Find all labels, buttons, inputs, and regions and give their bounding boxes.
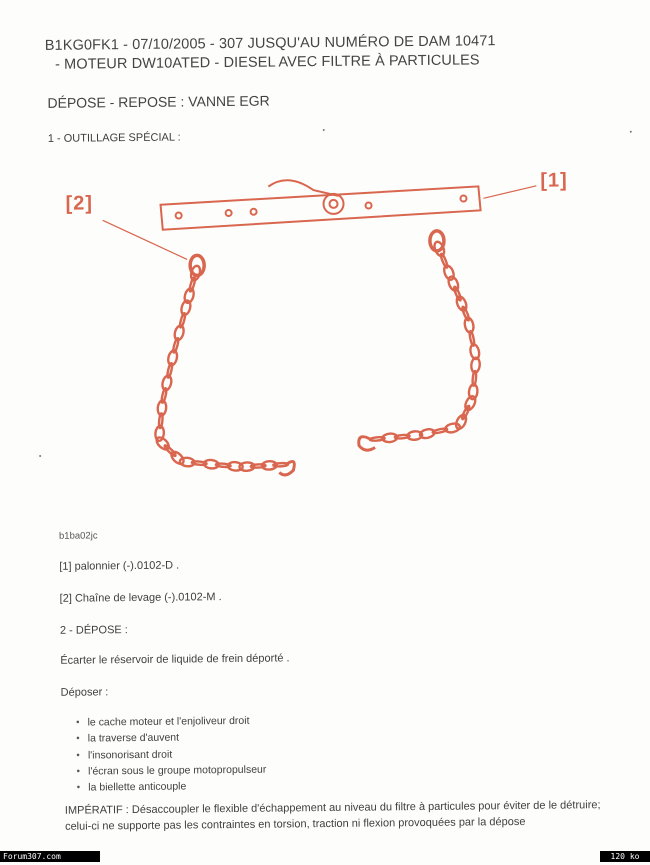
spreader-bar — [160, 186, 480, 229]
removal-list — [76, 713, 267, 797]
bar-hook — [268, 180, 338, 197]
chain-link — [164, 444, 177, 457]
scan-speck — [323, 129, 325, 131]
footer-watermark-left: Forum307.com — [0, 851, 100, 862]
tool-item-2: [2] Chaîne de levage (-).0102-M . — [59, 591, 222, 605]
list-item: ● le cache moteur et l'enjoliveur droit — [76, 713, 266, 731]
section-heading-depose: 2 - DÉPOSE : — [59, 624, 128, 637]
chain-link — [154, 435, 170, 451]
deposer-label: Déposer : — [60, 686, 109, 699]
footer-file-size: 120 ko — [600, 851, 650, 862]
chain-link — [454, 413, 468, 430]
scan-speck — [630, 131, 632, 133]
callout-1: [1] — [540, 169, 568, 192]
list-item: ● l'écran sous le groupe motopropulseur — [76, 762, 266, 780]
bar-pivot — [323, 194, 343, 214]
list-item: ● la traverse d'auvent — [76, 729, 266, 747]
scan-speck — [39, 455, 41, 457]
header-line-1: B1KG0FK1 - 07/10/2005 - 307 JUSQU'AU NUMÉRO DE DAM 10471 — [44, 33, 496, 54]
chain-link — [370, 437, 385, 442]
tool-figure — [38, 157, 622, 508]
lifting-chains — [152, 230, 481, 476]
instruction-line: Écarter le réservoir de liquide de frein déporté . — [60, 652, 290, 667]
document-header — [45, 32, 496, 75]
list-item: ● l'insonorisant droit — [76, 745, 266, 763]
list-item: ● la biellette anticouple — [77, 778, 267, 796]
tool-item-1: [1] palonnier (-).0102-D . — [59, 559, 180, 573]
section-heading-outillage: 1 - OUTILLAGE SPÉCIAL : — [47, 131, 181, 145]
figure-reference: b1ba02jc — [58, 530, 98, 542]
callout-2: [2] — [65, 192, 94, 215]
imperatif-note: IMPÉRATIF : Désaccoupler le flexible d'échappement au niveau du filtre à particules pour éviter de le détruire; celui-ci ne supporte pas les contraintes en torsion, traction ni flexion provoquées par la dépose — [64, 799, 601, 833]
page-title: DÉPOSE - REPOSE : VANNE EGR — [47, 92, 270, 111]
header-line-2: - MOTEUR DW10ATED - DIESEL AVEC FILTRE À PARTICULES — [54, 52, 480, 73]
lifting-tool-illustration — [38, 157, 622, 508]
